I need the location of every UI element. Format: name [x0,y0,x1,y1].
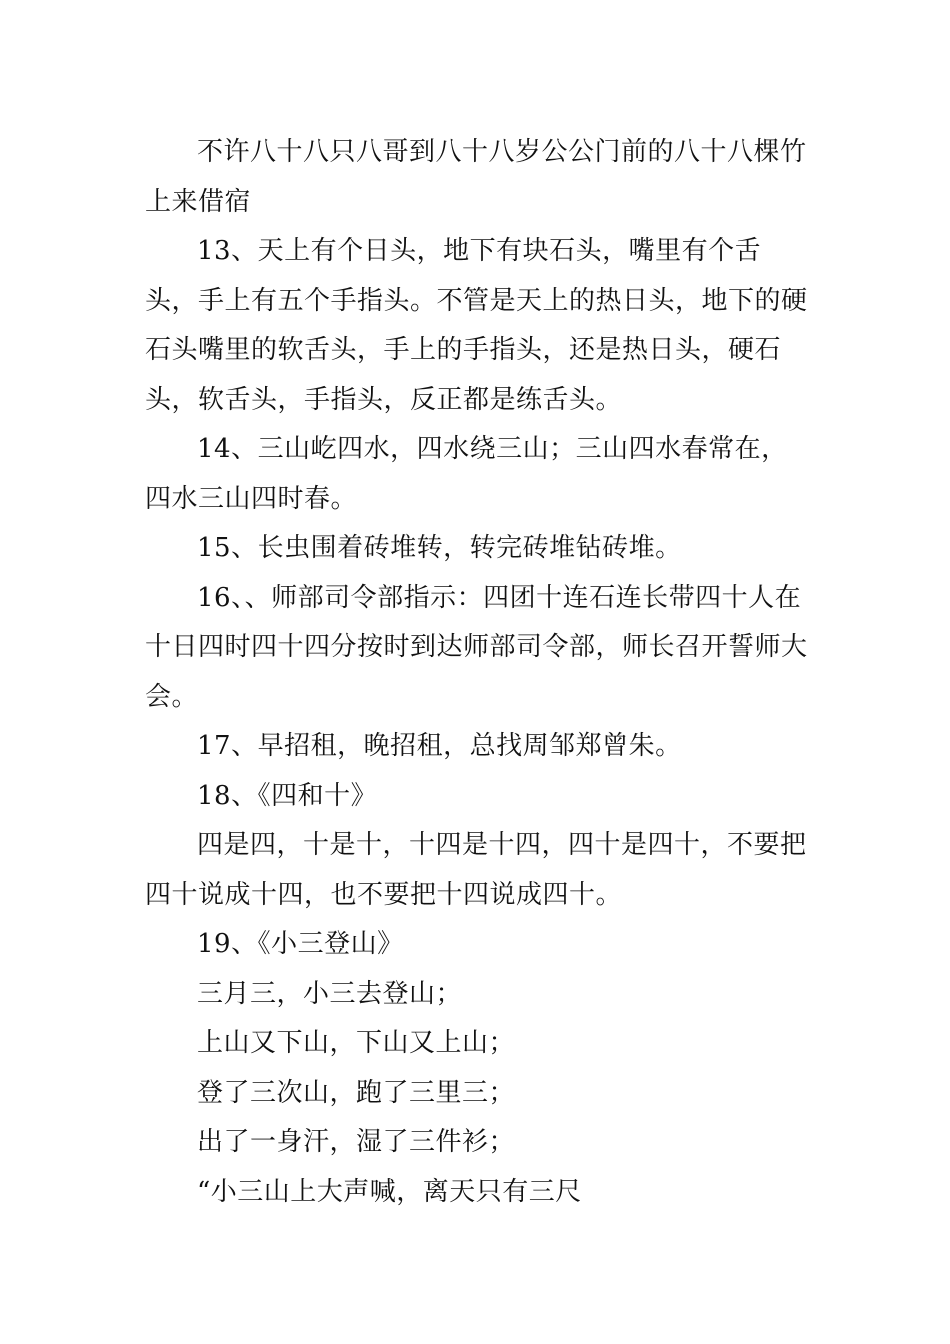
poem-line: “小三山上大声喊，离天只有三尺 [197,1176,582,1207]
section-heading: 19、《小三登山》 [197,929,404,959]
paragraph: 14、三山屹四水，四水绕三山；三山四水春常在，四水三山四时春。 [145,434,788,514]
poem-line: 出了一身汗，湿了三件衫； [197,1127,516,1157]
paragraph: 13、天上有个日头，地下有块石头，嘴里有个舌头，手上有五个手指头。不管是天上的热日头，地下的硬石头嘴里的软舌头，手上的手指头，还是热日头，硬石头，软舌头，手指头，反正都是练舌头。 [145,236,808,415]
poem-line: 三月三，小三去登山； [197,978,463,1009]
paragraph: 15、长虫围着砖堆转，转完砖堆钻砖堆。 [197,533,682,563]
paragraph: 不许八十八只八哥到八十八岁公公门前的八十八棵竹上来借宿 [145,137,807,217]
document-body [145,128,810,1217]
paragraph: 16、、师部司令部指示：四团十连石连长带四十人在十日四时四十四分按时到达师部司令部，师长召开誓师大会。 [145,582,808,712]
poem-line: 上山又下山，下山又上山； [197,1028,516,1058]
paragraph: 17、早招租，晚招租，总找周邹郑曾朱。 [197,731,682,761]
paragraph: 四是四，十是十，十四是十四，四十是四十，不要把四十说成十四，也不要把十四说成四十。 [145,830,807,910]
poem-line: 登了三次山，跑了三里三； [197,1077,516,1108]
section-heading: 18、《四和十》 [197,780,378,811]
